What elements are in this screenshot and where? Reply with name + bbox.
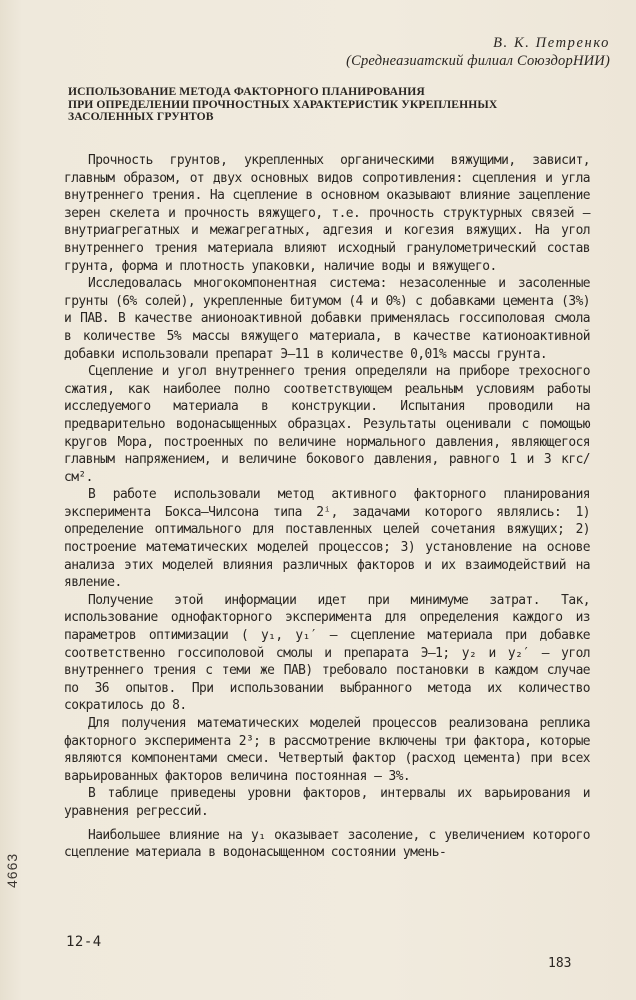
title-line-2: ПРИ ОПРЕДЕЛЕНИИ ПРОЧНОСТНЫХ ХАРАКТЕРИСТИК УКРЕПЛЕННЫХ (68, 97, 498, 111)
paragraph-4: В работе использовали метод активного факторного планирования эксперимента Бокса–Чилсона типа 2ⁱ, задачами которого являлись: 1) определение оптимального для поставленных целей сочетания вяжущих; 2) построение математических моделей процессов; 3) установление на основе анализа этих моделей влияния различных факторов и их взаимодействий на явление. (64, 487, 590, 591)
inventory-number: 4663 (4, 852, 20, 888)
paragraph-1: Прочность грунтов, укрепленных органическими вяжущими, зависит, главным образом, от двух основных видов сопротивления: сцепления и угла внутреннего трения. На сцепление в основном оказывают влияние зацепление зерен скелета и прочность вяжущего, т.е. прочность структурных связей – внутриагрегатных и межагрегатных, адгезия и когезия вяжущих. На угол внутреннего трения материала влияют исходный гранулометрический состав грунта, форма и плотность упаковки, наличие воды и вяжущего. (64, 153, 590, 274)
author-name: В. К. Петренко (493, 35, 610, 51)
author-block (346, 34, 610, 70)
paragraph-8: Наибольшее влияние на y₁ оказывает засоление, с увеличением которого сцепление материала в водонасыщенном состоянии умень- (64, 827, 590, 861)
signature-code: 12-4 (66, 934, 102, 950)
paragraph-7: В таблице приведены уровни факторов, интервалы их варьирования и уравнения регрессий. (64, 786, 590, 819)
paragraph-3: Сцепление и угол внутреннего трения определяли на приборе трехосного сжатия, как наиболее полно соответствующем реальным условиям работы исследуемого материала в конструкции. Испытания проводили на предварительно водонасыщенных образцах. Результаты оценивали с помощью кругов Мора, построенных по величине нормального давления, являющегося главным напряжением, и величине бокового давления, равного 1 и 3 кгс/см². (64, 364, 590, 485)
title-line-1: ИСПОЛЬЗОВАНИЕ МЕТОДА ФАКТОРНОГО ПЛАНИРОВАНИЯ (68, 85, 425, 98)
author-affiliation: (Среднеазиатский филиал СоюздорНИИ) (346, 53, 610, 69)
paragraph-5: Получение этой информации идет при минимуме затрат. Так, использование однофакторного эксперимента для определения каждого из параметров оптимизации ( y₁, y₁′ – сцепление материала при добавке соответственно госсиполовой смолы и препарата Э–1; y₂ и y₂′ – угол внутреннего трения с теми же ПАВ) требовало постановки в каждом случае по 36 опытов. При использовании выбранного метода их количество сократилось до 8. (64, 592, 590, 714)
title-line-3: ЗАСОЛЕННЫХ ГРУНТОВ (68, 110, 214, 124)
paragraph-6: Для получения математических моделей процессов реализована реплика факторного эксперимента 2³; в рассмотрение включены три фактора, которые являются компонентами смеси. Четвертый фактор (расход цемента) при всех варьированных факторов величина постоянная – 3%. (64, 716, 590, 784)
paragraph-2: Исследовалась многокомпонентная система: незасоленные и засоленные грунты (6% солей), укрепленные битумом (4 и 0%) с добавками цемента (3%) и ПАВ. В качестве анионоактивной добавки применялась госсиполовая смола в количестве 5% массы вяжущего материала, в качестве катионоактивной добавки использовали препарат Э–11 в количестве 0,01% массы грунта. (64, 276, 590, 362)
article-title (68, 86, 548, 124)
page-number: 183 (548, 956, 572, 971)
article-body (64, 152, 590, 862)
